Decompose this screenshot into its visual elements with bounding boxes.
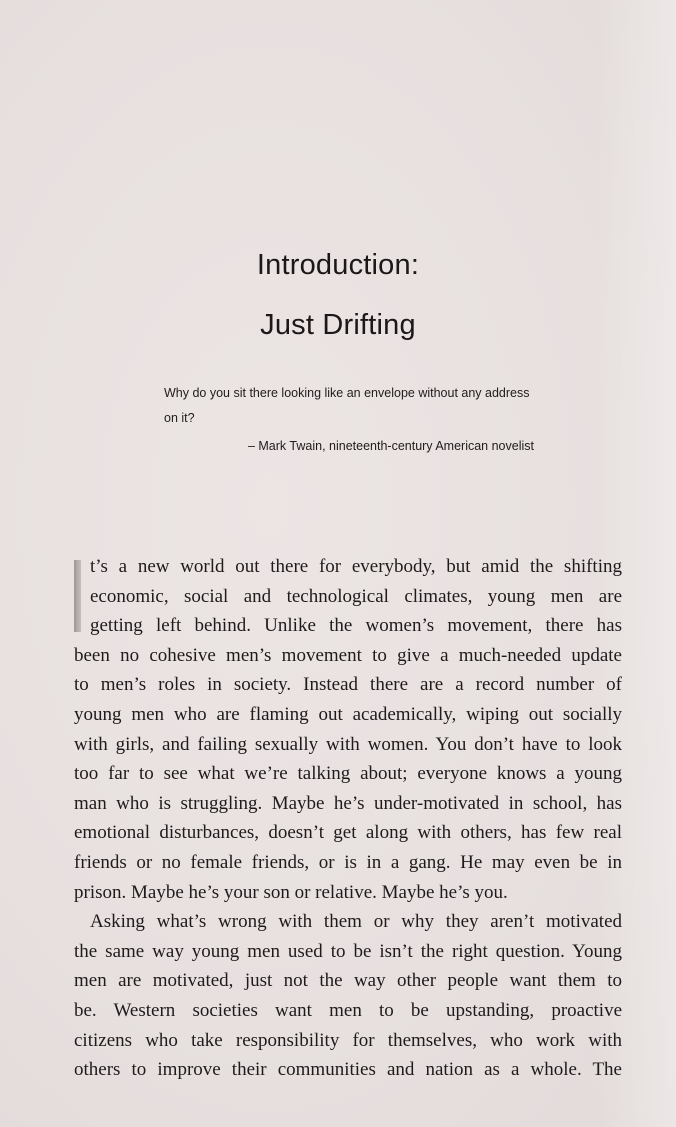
text-line: others to improve their communities and nation as a whole. The bbox=[74, 1059, 622, 1081]
text-line: Asking what’s wrong with them or why they aren’t motivated bbox=[90, 911, 622, 933]
text-line: to men’s roles in society. Instead there are a record number of bbox=[74, 674, 622, 696]
text-line: too far to see what we’re talking about; everyone knows a young bbox=[74, 763, 622, 785]
text-line: man who is struggling. Maybe he’s under-motivated in school, has bbox=[74, 792, 622, 814]
epigraph-attribution: – Mark Twain, nineteenth-century American novelist bbox=[247, 439, 534, 453]
text-line: economic, social and technological climates, young men are bbox=[90, 585, 622, 607]
chapter-title-line-2: Just Drifting bbox=[260, 309, 416, 341]
paragraph-1 bbox=[74, 552, 622, 907]
paragraph-2 bbox=[74, 907, 622, 1085]
chapter-title-line-1: Introduction: bbox=[256, 249, 420, 281]
text-line: prison. Maybe he’s your son or relative. Maybe he’s you. bbox=[74, 881, 508, 903]
text-line: men are motivated, just not the way other people want them to bbox=[74, 970, 622, 992]
text-line: the same way young men used to be isn’t the right question. Young bbox=[74, 940, 622, 962]
text-line: young men who are flaming out academically, wiping out socially bbox=[74, 703, 622, 725]
text-line: t’s a new world out there for everybody, but amid the shifting bbox=[90, 556, 622, 577]
text-line: be. Western societies want men to be upstanding, proactive bbox=[74, 999, 622, 1021]
text-line: emotional disturbances, doesn’t get along with others, has few real bbox=[74, 822, 622, 844]
body-text bbox=[74, 552, 622, 1085]
text-line: been no cohesive men’s movement to give a much-needed update bbox=[74, 644, 622, 666]
text-line: getting left behind. Unlike the women’s movement, there has bbox=[90, 615, 622, 637]
epigraph-quote: Why do you sit there looking like an envelope without any address on it? bbox=[164, 386, 530, 425]
text-line: with girls, and failing sexually with women. You don’t have to look bbox=[74, 733, 622, 755]
text-line: citizens who take responsibility for themselves, who work with bbox=[74, 1029, 622, 1051]
text-line: friends or no female friends, or is in a gang. He may even be in bbox=[74, 851, 622, 873]
